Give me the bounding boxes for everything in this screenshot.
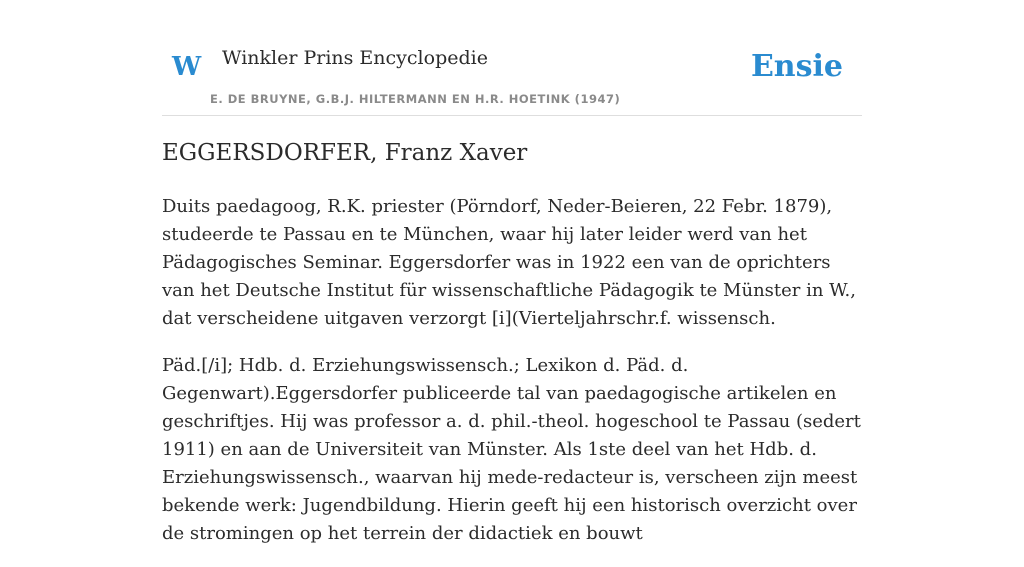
ensie-brand-logo[interactable]: Ensie xyxy=(750,49,843,84)
winkler-prins-logo[interactable]: W xyxy=(172,52,202,82)
authors-line: E. DE BRUYNE, G.B.J. HILTERMANN EN H.R. HOETINK (1947) xyxy=(210,92,621,106)
article-paragraph-1: Duits paedagoog, R.K. priester (Pörndorf, Neder-Beieren, 22 Febr. 1879), studeerde te Passau en te München, waar hij later leider werd van het Pädagogisches Seminar. Eggersdorfer was in 1922 een van de oprichters van het Deutsche Institut für wissenschaftliche Pädagogik te Münster in W., dat verscheidene uitgaven verzorgt [i](Vierteljahrschr.f. wissensch. xyxy=(162,196,856,329)
site-title[interactable]: Winkler Prins Encyclopedie xyxy=(222,47,488,69)
site-header xyxy=(162,40,862,116)
article-title: EGGERSDORFER, Franz Xaver xyxy=(162,140,528,166)
article-paragraph-2: Päd.[/i]; Hdb. d. Erziehungswissensch.; Lexikon d. Päd. d. Gegenwart).Eggersdorfer publiceerde tal van paedagogische artikelen en geschriftjes. Hij was professor a. d. phil.-theol. hogeschool te Passau (sedert 1911) en aan de Universiteit van Münster. Als 1ste deel van het Hdb. d. Erziehungswissensch., waarvan hij mede-redacteur is, verscheen zijn meest bekende werk: Jugendbildung. Hierin geeft hij een historisch overzicht over de stromingen op het terrein der didactiek en bouwt xyxy=(162,355,861,544)
article-body xyxy=(162,193,864,567)
